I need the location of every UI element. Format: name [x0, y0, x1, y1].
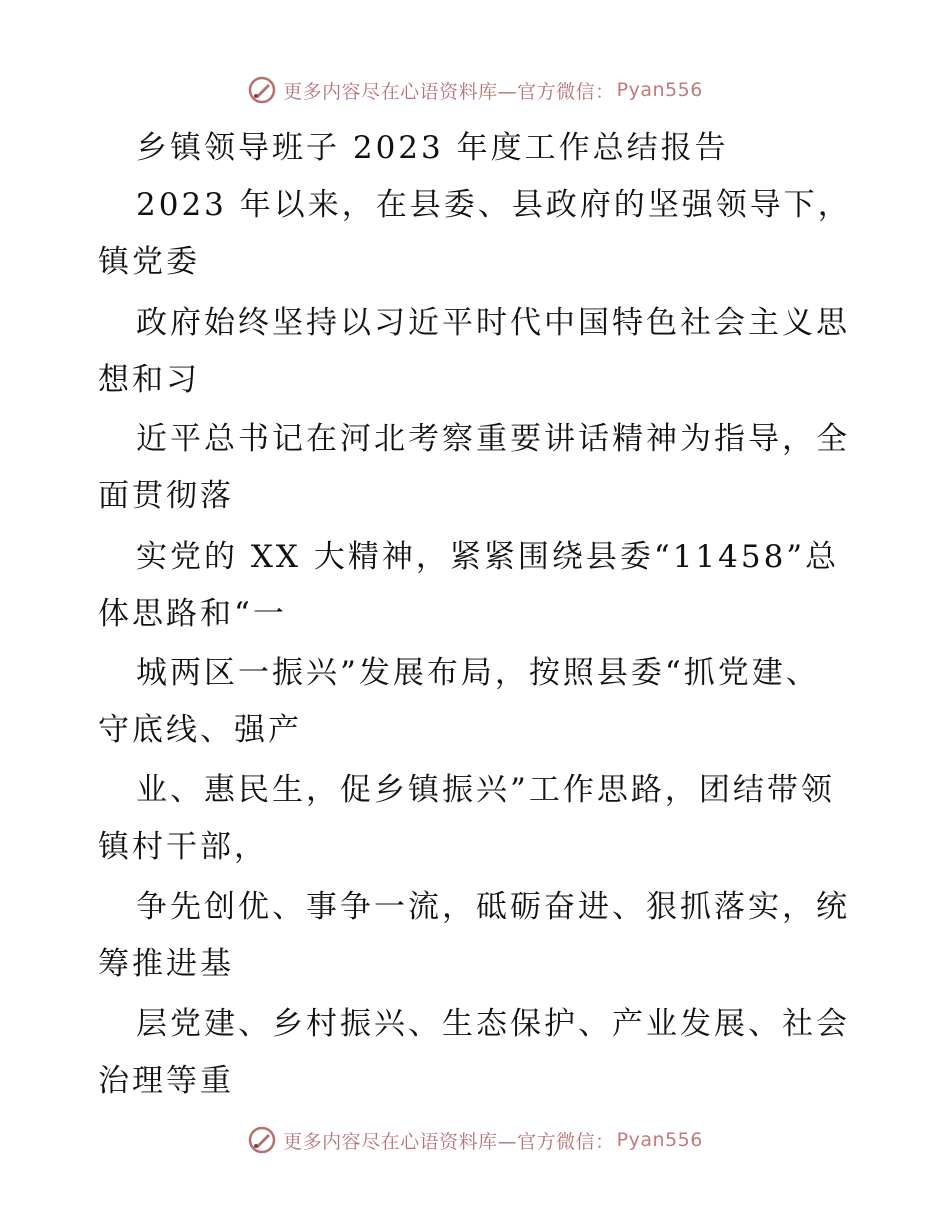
- paragraph-line: 守底线、强产: [98, 712, 302, 748]
- paragraph-line: 近平总书记在河北考察重要讲话精神为指导，全: [136, 421, 850, 457]
- paragraph-line: 业、惠民生，促乡镇振兴”工作思路，团结带领: [136, 772, 835, 808]
- watermark-text: 更多内容尽在心语资料库—官方微信：: [283, 1130, 615, 1153]
- paragraph-line: 体思路和“一: [98, 596, 287, 632]
- paragraph-line: 镇村干部，: [98, 829, 268, 865]
- document-title: 乡镇领导班子 2023 年度工作总结报告: [136, 130, 729, 166]
- header-watermark: [0, 70, 950, 110]
- paragraph-line: 实党的 XX 大精神，紧紧围绕县委“11458”总: [136, 539, 840, 575]
- paragraph-line: 政府始终坚持以习近平时代中国特色社会主义思: [136, 305, 850, 341]
- paragraph-line: 层党建、乡村振兴、生态保护、产业发展、社会: [136, 1006, 850, 1042]
- watermark-text: 更多内容尽在心语资料库—官方微信：: [283, 80, 615, 103]
- paragraph-line: 筹推进基: [98, 946, 234, 982]
- paragraph-line: 镇党委: [98, 244, 200, 280]
- footer-watermark: [0, 1120, 950, 1160]
- paragraph-line: 争先创优、事争一流，砥砺奋进、狠抓落实，统: [136, 889, 850, 925]
- paragraph-line: 城两区一振兴”发展布局，按照县委“抓党建、: [136, 655, 820, 691]
- paragraph-line: 2023 年以来，在县委、县政府的坚强领导下，: [136, 187, 852, 223]
- watermark-wechat-id: Pyan556: [616, 1129, 703, 1151]
- paragraph-line: 面贯彻落: [98, 478, 234, 514]
- quill-seal-icon: [247, 1125, 277, 1155]
- quill-seal-icon: [247, 75, 277, 105]
- paragraph-line: 想和习: [98, 362, 200, 398]
- watermark-wechat-id: Pyan556: [616, 79, 703, 101]
- paragraph-line: 治理等重: [98, 1063, 234, 1099]
